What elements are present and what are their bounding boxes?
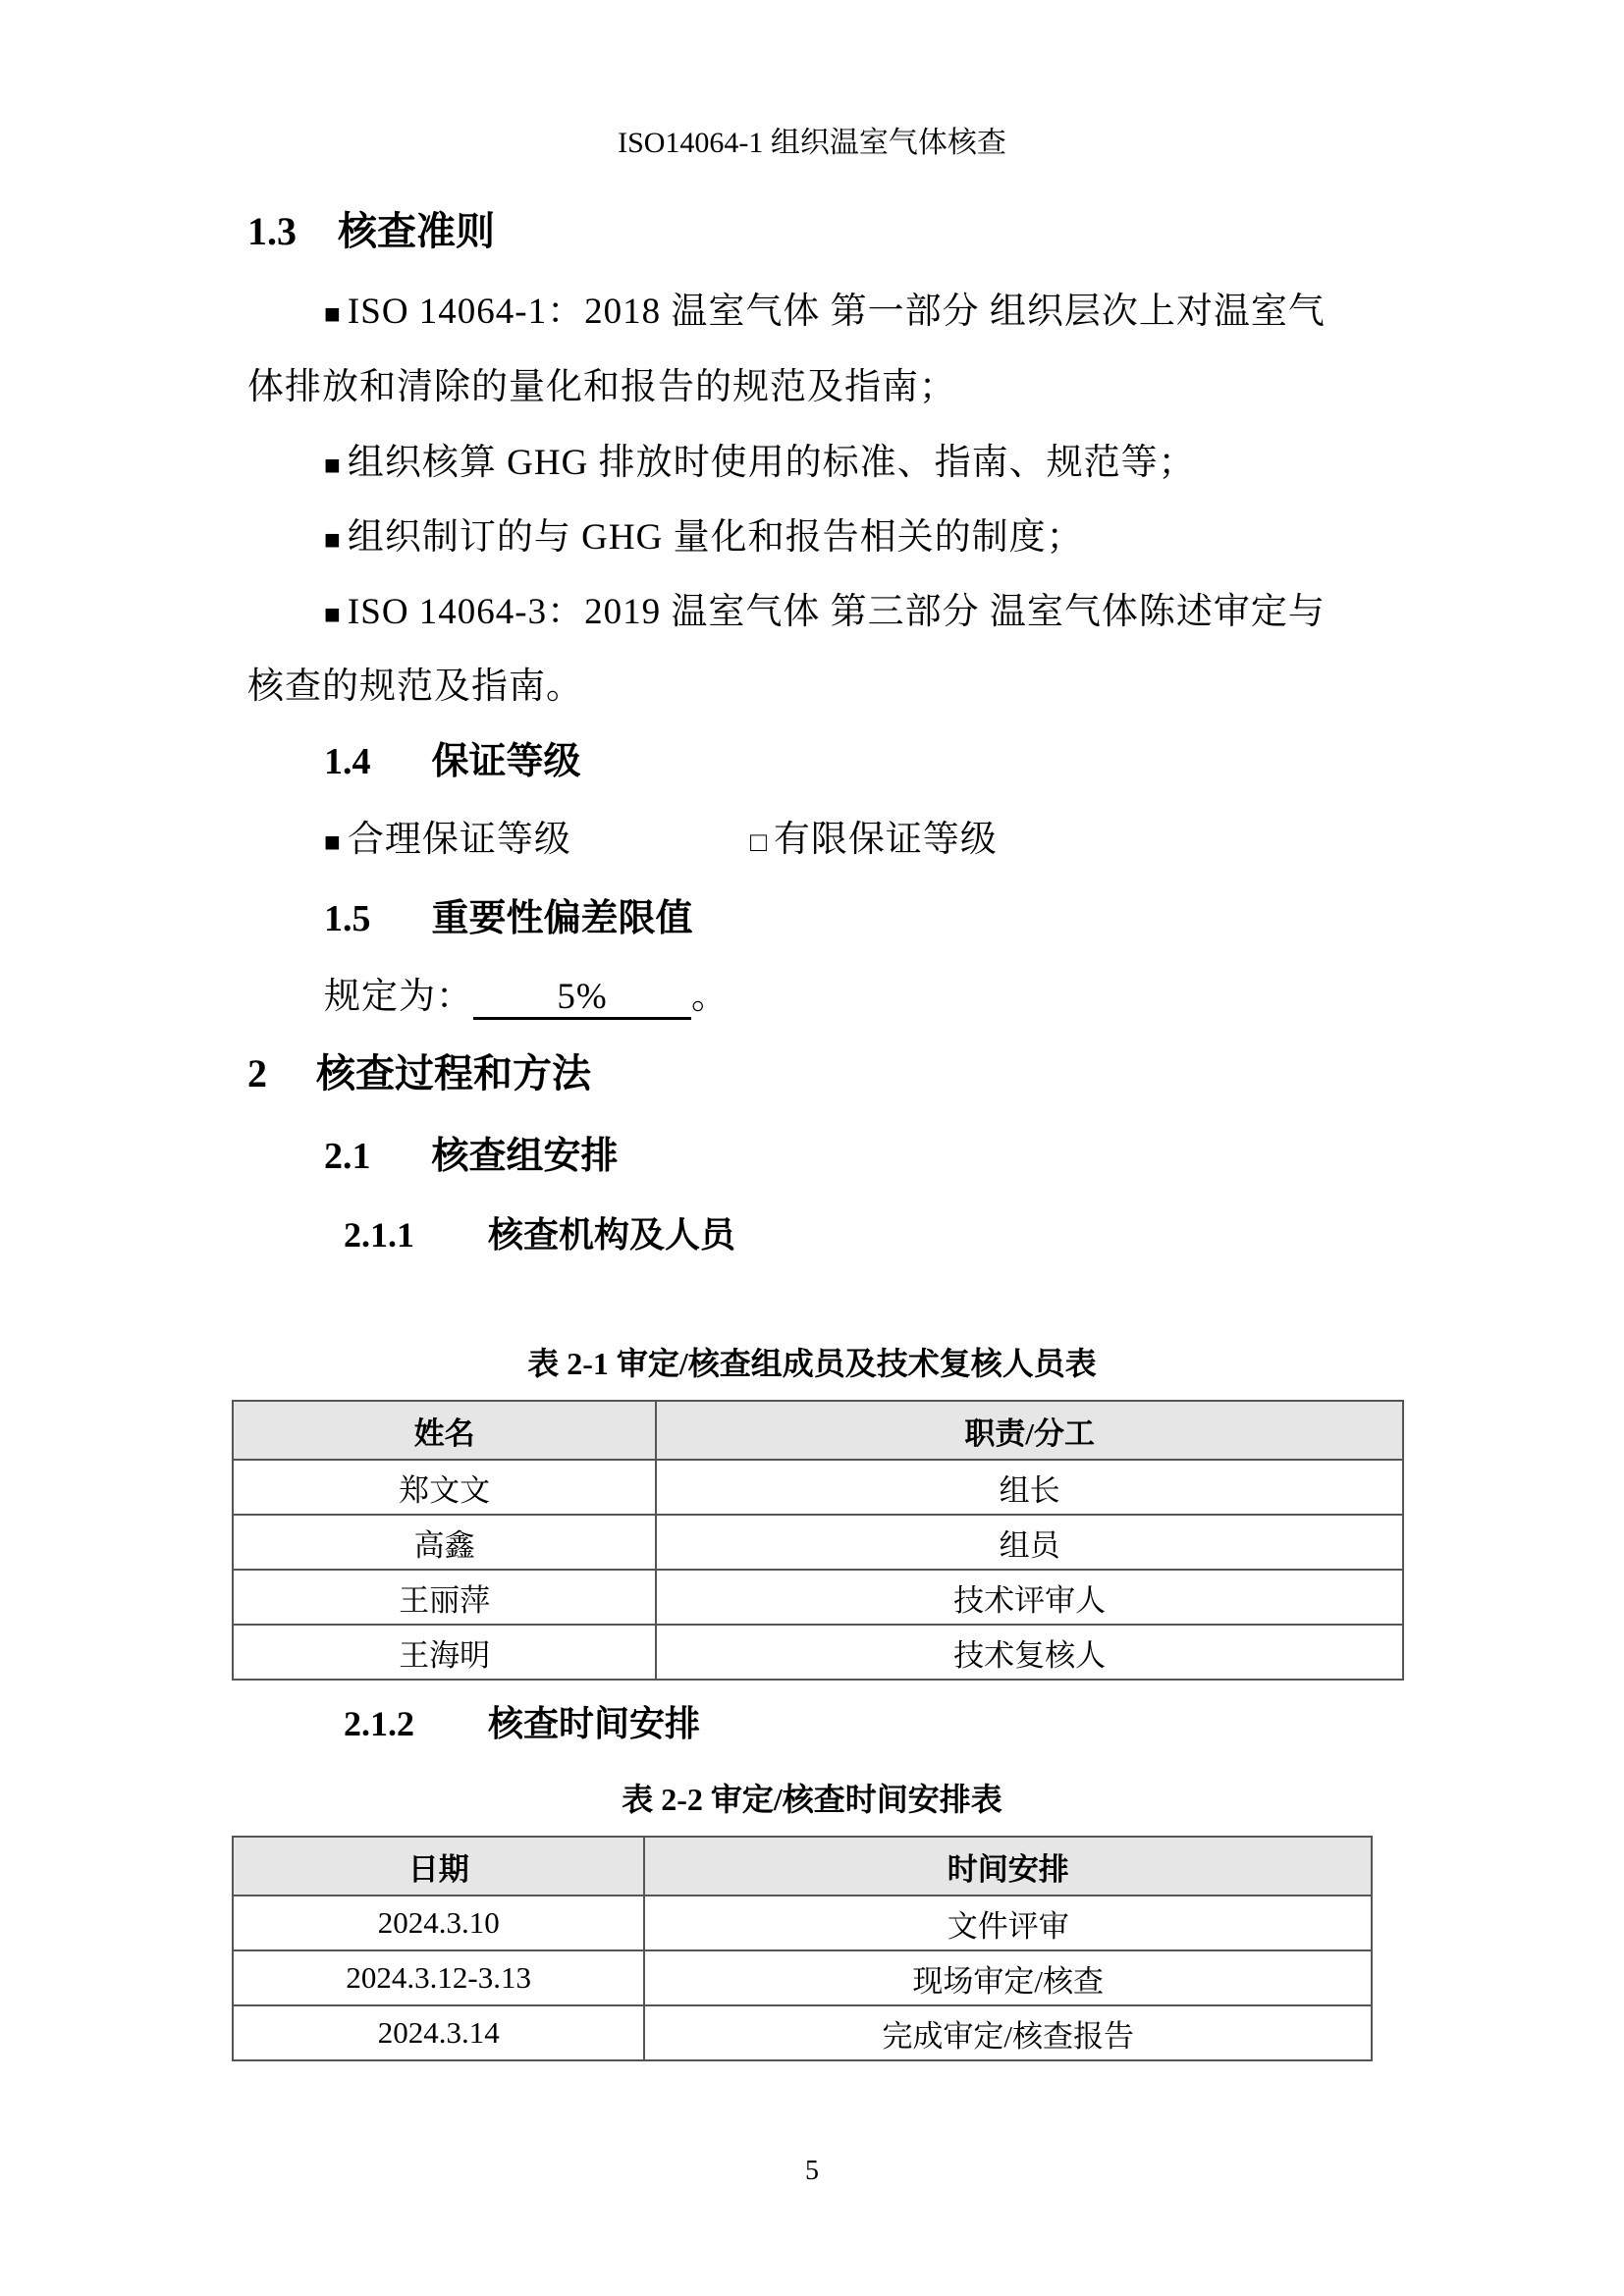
criteria-item-1-text: ISO 14064-1：2018 温室气体 第一部分 组织层次上对温室气 <box>347 292 1326 332</box>
section-title: 核查机构及人员 <box>488 1215 736 1255</box>
table-row <box>233 2005 1372 2060</box>
section-2-1-heading <box>324 1125 619 1179</box>
cell-role: 技术复核人 <box>656 1625 1403 1680</box>
table-row <box>233 1896 1372 1950</box>
empty-box-icon: □ <box>750 828 768 858</box>
materiality-line <box>324 966 729 1020</box>
materiality-value: 5% <box>473 978 691 1020</box>
section-title: 保证等级 <box>431 741 581 782</box>
section-number: 1.4 <box>324 741 371 782</box>
cell-name: 王丽萍 <box>233 1570 656 1625</box>
criteria-item-4-cont: 核查的规范及指南。 <box>247 667 583 707</box>
section-title: 核查组安排 <box>431 1136 619 1177</box>
column-header-name: 姓名 <box>233 1401 656 1460</box>
staff-table <box>232 1400 1404 1681</box>
checked-box-icon: ■ <box>324 828 342 858</box>
filled-square-icon: ■ <box>324 600 342 630</box>
section-title: 核查时间安排 <box>488 1704 701 1743</box>
table2-caption: 表 2-2 审定/核查时间安排表 <box>622 1782 1002 1817</box>
materiality-end: 。 <box>691 977 729 1017</box>
section-number: 2.1.1 <box>344 1215 414 1255</box>
criteria-item-4-text: ISO 14064-3：2019 温室气体 第三部分 温室气体陈述审定与 <box>347 592 1326 632</box>
section-title: 核查过程和方法 <box>316 1051 591 1095</box>
table-row <box>233 1950 1372 2005</box>
schedule-table <box>232 1836 1373 2061</box>
assurance-limited <box>750 809 998 862</box>
section-title: 重要性偏差限值 <box>431 898 693 939</box>
filled-square-icon: ■ <box>324 525 342 556</box>
criteria-item-4 <box>324 581 1326 634</box>
page-number: 5 <box>805 2156 819 2186</box>
table-row <box>233 1515 1403 1570</box>
table1-caption: 表 2-1 审定/核查组成员及技术复核人员表 <box>527 1346 1097 1381</box>
section-2-1-2-heading <box>344 1696 700 1746</box>
cell-activity: 完成审定/核查报告 <box>644 2005 1372 2060</box>
column-header-date: 日期 <box>233 1837 644 1896</box>
table-row <box>233 1625 1403 1680</box>
column-header-schedule: 时间安排 <box>644 1837 1372 1896</box>
cell-name: 郑文文 <box>233 1460 656 1515</box>
cell-role: 组员 <box>656 1515 1403 1570</box>
assurance-reasonable-label: 合理保证等级 <box>347 820 571 860</box>
section-number: 2.1.2 <box>344 1704 414 1743</box>
section-2-1-1-heading <box>344 1207 735 1257</box>
section-number: 1.5 <box>324 898 371 939</box>
section-number: 2 <box>247 1051 267 1095</box>
cell-role: 技术评审人 <box>656 1570 1403 1625</box>
cell-date: 2024.3.12-3.13 <box>233 1950 644 2005</box>
filled-square-icon: ■ <box>324 299 342 330</box>
table-header-row <box>233 1401 1403 1460</box>
assurance-limited-label: 有限保证等级 <box>773 820 998 860</box>
filled-square-icon: ■ <box>324 451 342 481</box>
section-number: 1.3 <box>247 209 297 253</box>
cell-name: 高鑫 <box>233 1515 656 1570</box>
criteria-item-2-text: 组织核算 GHG 排放时使用的标准、指南、规范等； <box>347 443 1196 483</box>
column-header-role: 职责/分工 <box>656 1401 1403 1460</box>
section-2-heading <box>247 1042 591 1098</box>
assurance-reasonable <box>324 809 571 862</box>
cell-name: 王海明 <box>233 1625 656 1680</box>
cell-activity: 现场审定/核查 <box>644 1950 1372 2005</box>
criteria-item-3-text: 组织制订的与 GHG 量化和报告相关的制度； <box>347 517 1084 558</box>
cell-date: 2024.3.10 <box>233 1896 644 1950</box>
cell-role: 组长 <box>656 1460 1403 1515</box>
page-header: ISO14064-1 组织温室气体核查 <box>618 127 1006 159</box>
section-title: 核查准则 <box>338 209 495 253</box>
table-row <box>233 1570 1403 1625</box>
materiality-label: 规定为： <box>324 977 473 1017</box>
section-1-4-heading <box>324 730 581 784</box>
table-header-row <box>233 1837 1372 1896</box>
section-1-3-heading <box>247 200 495 256</box>
criteria-item-3 <box>324 507 1084 560</box>
cell-date: 2024.3.14 <box>233 2005 644 2060</box>
section-1-5-heading <box>324 887 693 941</box>
section-number: 2.1 <box>324 1136 371 1177</box>
criteria-item-2 <box>324 432 1196 485</box>
cell-activity: 文件评审 <box>644 1896 1372 1950</box>
table-row <box>233 1460 1403 1515</box>
criteria-item-1-cont: 体排放和清除的量化和报告的规范及指南； <box>247 367 956 407</box>
criteria-item-1 <box>324 281 1326 334</box>
